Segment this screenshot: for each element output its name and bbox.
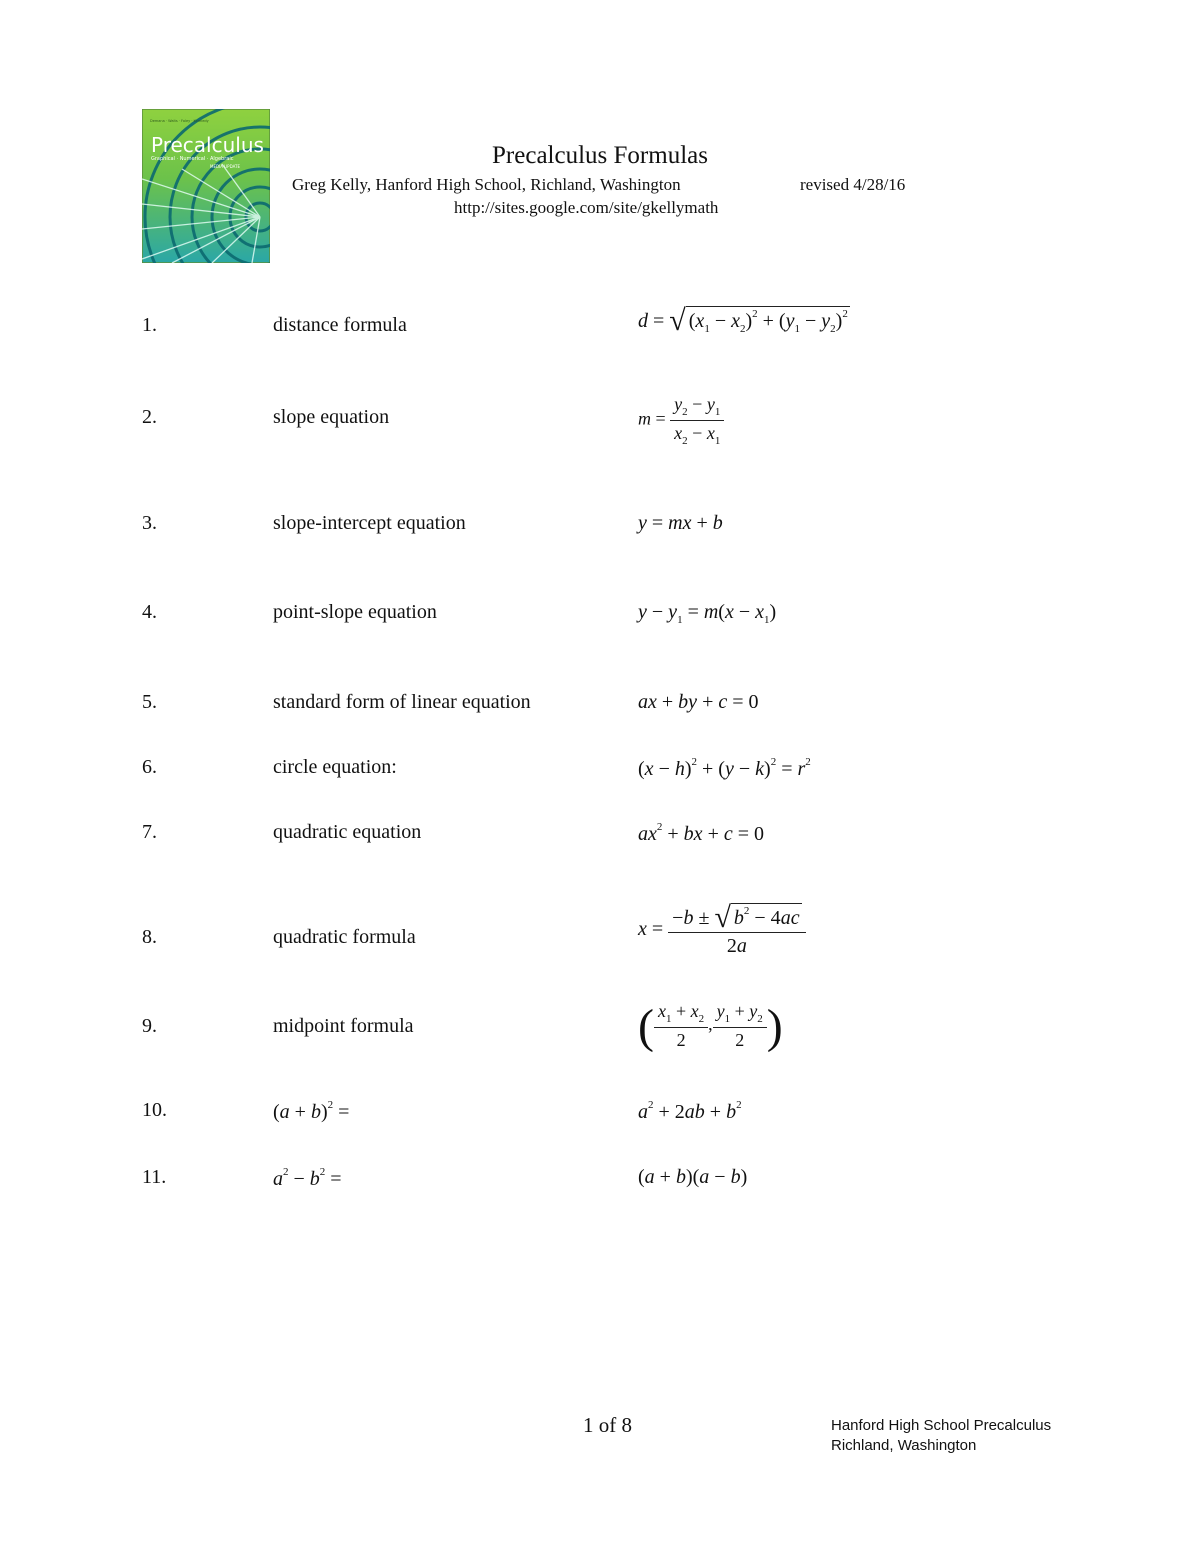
- formula-number: 10.: [142, 1099, 167, 1121]
- midpoint-formula: ( $\frac{x_1 + x_2}{2}$ , $\frac{y_1 + y_2}{2}$ ): [638, 1000, 783, 1054]
- formula-name: point-slope equation: [273, 601, 437, 623]
- page-title: Precalculus Formulas: [492, 142, 708, 169]
- footer-school: [831, 1416, 1051, 1456]
- difference-of-squares-expression: $a^2 - b^2$ =: [273, 1166, 342, 1190]
- formula-name: slope equation: [273, 406, 390, 428]
- cover-edition: MEDIA UPDATE: [210, 164, 240, 169]
- distance-formula: d = √ $(x_1 - x_2)^2 + (y_1 - y_2)^2$: [638, 304, 848, 337]
- formula-number: 7.: [142, 821, 157, 843]
- formula-number: 5.: [142, 691, 157, 713]
- square-of-sum-expansion: $a^2 + 2ab + b^2$: [638, 1099, 742, 1123]
- formula-number: 2.: [142, 406, 157, 428]
- slope-intercept-formula: y = mx + b: [638, 512, 723, 534]
- author-line: Greg Kelly, Hanford High School, Richland, Washington: [292, 175, 681, 194]
- formula-name: quadratic formula: [273, 926, 416, 948]
- footer-school-name: Hanford High School Precalculus: [831, 1417, 1052, 1434]
- formula-number: 11.: [142, 1166, 167, 1188]
- formula-name: circle equation:: [273, 756, 397, 778]
- formula-name: standard form of linear equation: [273, 691, 531, 713]
- quadratic-equation-formula: $ax^2$ + bx + c = 0: [638, 821, 765, 845]
- formula-number: 8.: [142, 926, 157, 948]
- formula-name: distance formula: [273, 314, 407, 336]
- footer-school-location: Richland, Washington: [831, 1437, 977, 1454]
- revised-date: revised 4/28/16: [800, 175, 906, 194]
- standard-form-formula: ax + by + c = 0: [638, 691, 759, 713]
- formula-name: quadratic equation: [273, 821, 422, 843]
- point-slope-formula: $y - y_1 = m(x - x_1)$: [638, 601, 777, 626]
- formula-name: midpoint formula: [273, 1015, 414, 1037]
- circle-formula: $(x - h)^2 + (y - k)^2 = r^2$: [638, 756, 811, 780]
- formula-name: slope-intercept equation: [273, 512, 466, 534]
- slope-formula: m = $\frac{y_2 - y_1}{x_2 - x_1}$: [638, 394, 724, 447]
- website-link[interactable]: http://sites.google.com/site/gkellymath: [454, 198, 719, 217]
- book-cover-image: [142, 109, 270, 263]
- formula-number: 1.: [142, 314, 157, 336]
- formula-number: 4.: [142, 601, 157, 623]
- formula-number: 6.: [142, 756, 157, 778]
- cover-title: Precalculus: [151, 133, 264, 157]
- svg-text:Demana · Waits · Foley · Kenne: Demana · Waits · Foley · Kennedy: [150, 119, 209, 123]
- quadratic-formula: x = $\frac{-b \pm √ b^2 - 4ac}{2a}$: [638, 903, 806, 958]
- cover-subtitle: Graphical · Numerical · Algebraic: [151, 156, 234, 162]
- page-number: 1 of 8: [583, 1413, 632, 1437]
- formula-number: 9.: [142, 1015, 157, 1037]
- square-of-sum-expression: $(a + b)^2$ =: [273, 1099, 350, 1123]
- formula-number: 3.: [142, 512, 157, 534]
- difference-of-squares-factored: (a + b)(a − b): [638, 1166, 748, 1188]
